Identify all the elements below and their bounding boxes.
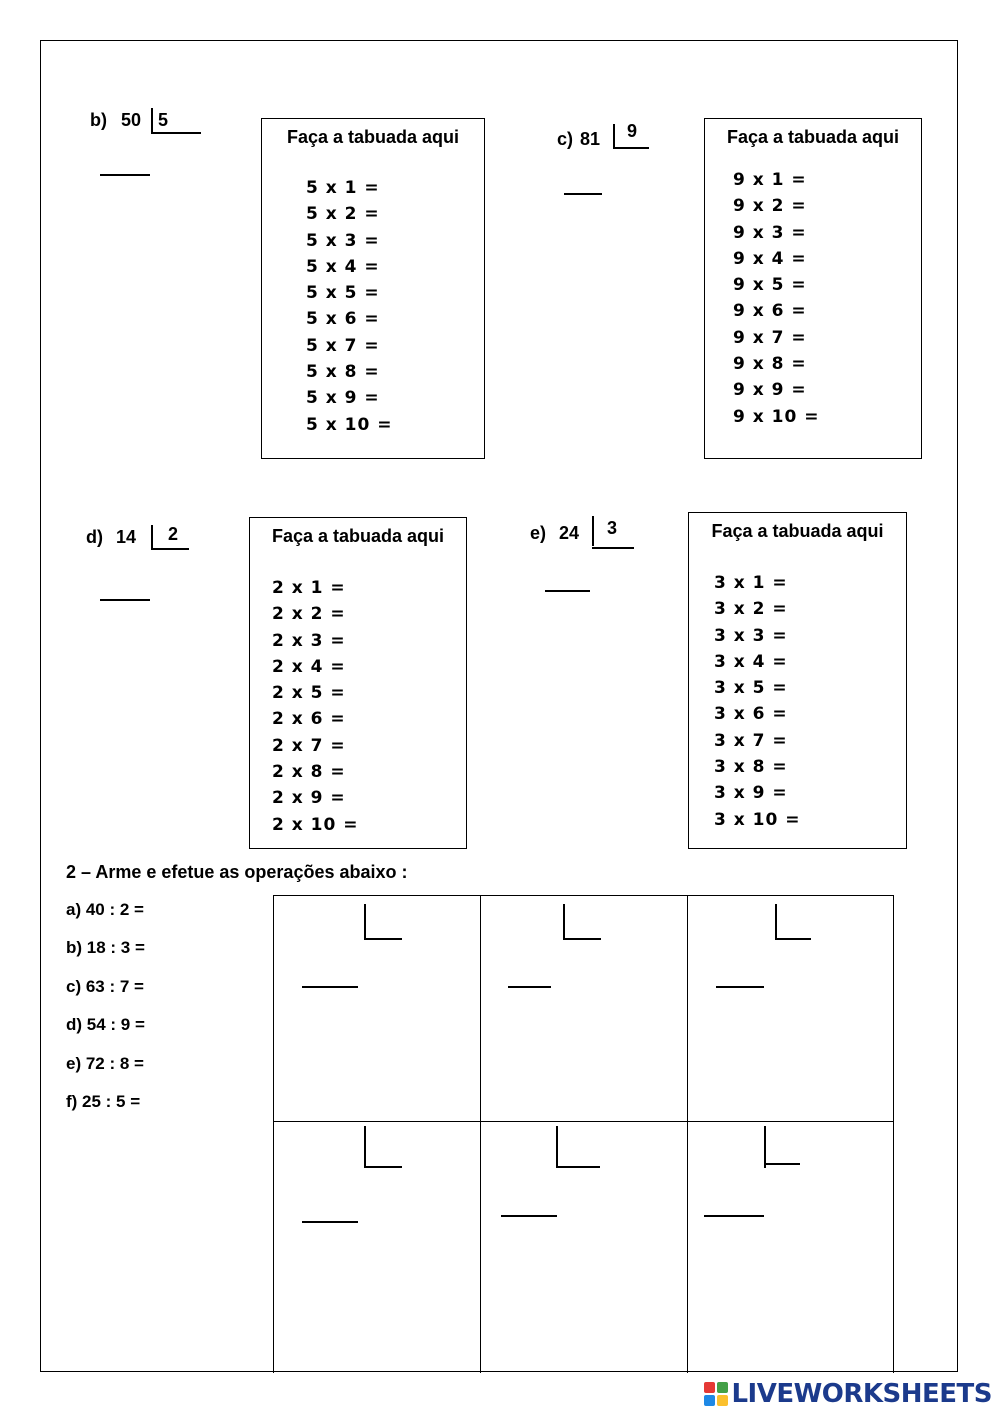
problem-d-label: d) bbox=[86, 527, 103, 547]
division-bracket-horizontal bbox=[592, 547, 634, 549]
times-table-row: 9 x 9 = bbox=[733, 380, 807, 401]
workspace-cell[interactable] bbox=[687, 1121, 894, 1373]
answer-line[interactable] bbox=[100, 174, 150, 176]
answer-line[interactable] bbox=[545, 590, 590, 592]
problem-c-divisor: 9 bbox=[627, 121, 638, 141]
liveworksheets-logo-icon bbox=[704, 1382, 728, 1406]
times-table-row: 9 x 10 = bbox=[733, 406, 820, 427]
times-table-row: 2 x 5 = bbox=[272, 683, 346, 704]
times-table-row: 9 x 5 = bbox=[733, 275, 807, 296]
times-table-row: 3 x 3 = bbox=[714, 625, 788, 646]
problem-e-dividend: 24 bbox=[559, 523, 580, 543]
times-table-row: 5 x 1 = bbox=[306, 178, 380, 198]
operation-item: a) 40 : 2 = bbox=[66, 900, 144, 919]
times-table-row: 2 x 7 = bbox=[272, 735, 346, 756]
problem-d-dividend: 14 bbox=[116, 527, 137, 547]
times-table-row: 2 x 4 = bbox=[272, 656, 346, 677]
workspace-cell[interactable] bbox=[480, 895, 688, 1122]
times-table-row: 3 x 4 = bbox=[714, 651, 788, 672]
times-table-row: 2 x 6 = bbox=[272, 709, 346, 730]
liveworksheets-wordmark: LIVEWORKSHEETS bbox=[731, 1379, 992, 1409]
operation-item: c) 63 : 7 = bbox=[66, 976, 144, 996]
division-bracket-vertical bbox=[151, 108, 153, 132]
operation-item: d) 54 : 9 = bbox=[66, 1015, 145, 1035]
times-table-row: 9 x 3 = bbox=[733, 222, 807, 243]
division-bracket-horizontal bbox=[613, 147, 649, 149]
times-table-row: 5 x 8 = bbox=[306, 362, 380, 383]
times-table-row: 3 x 1 = bbox=[714, 573, 788, 593]
division-bracket-vertical bbox=[613, 124, 615, 148]
times-table-row: 5 x 5 = bbox=[306, 283, 380, 304]
times-table-row: 3 x 7 = bbox=[714, 730, 788, 751]
times-table-row: 3 x 6 = bbox=[714, 704, 788, 725]
times-table-box-3 bbox=[688, 512, 907, 849]
times-table-row: 2 x 3 = bbox=[272, 630, 346, 651]
problem-e-label: e) bbox=[530, 523, 547, 543]
times-table-row: 3 x 8 = bbox=[714, 757, 788, 778]
times-table-row: 5 x 7 = bbox=[306, 335, 380, 356]
times-table-title: Faça a tabuada aqui bbox=[711, 521, 884, 541]
times-table-row: 9 x 4 = bbox=[733, 248, 807, 269]
liveworksheets-logo bbox=[704, 1379, 992, 1409]
times-table-row: 2 x 10 = bbox=[272, 814, 359, 835]
times-table-row: 5 x 4 = bbox=[306, 256, 380, 277]
workspace-cell[interactable] bbox=[273, 1121, 481, 1373]
times-table-row: 9 x 2 = bbox=[733, 196, 807, 217]
workspace-cell[interactable] bbox=[273, 895, 481, 1122]
division-bracket-horizontal bbox=[151, 548, 189, 550]
times-table-row: 2 x 2 = bbox=[272, 604, 346, 625]
workspace-cell[interactable] bbox=[480, 1121, 688, 1373]
times-table-row: 3 x 9 = bbox=[714, 783, 788, 804]
times-table-row: 3 x 5 = bbox=[714, 678, 788, 699]
division-bracket-vertical bbox=[592, 516, 594, 546]
section-2-heading: 2 – Arme e efetue as operações abaixo : bbox=[66, 862, 408, 882]
times-table-box-2 bbox=[249, 517, 467, 849]
times-table-row: 9 x 6 = bbox=[733, 301, 807, 322]
workspace-cell[interactable] bbox=[687, 895, 894, 1122]
times-table-title: Faça a tabuada aqui bbox=[271, 526, 445, 546]
times-table-row: 3 x 2 = bbox=[714, 599, 788, 620]
problem-b-divisor: 5 bbox=[158, 110, 169, 130]
times-table-row: 2 x 9 = bbox=[272, 788, 346, 809]
times-table-row: 5 x 6 = bbox=[306, 309, 380, 330]
times-table-row: 9 x 8 = bbox=[733, 354, 807, 375]
problem-c-dividend: 81 bbox=[580, 129, 601, 149]
problem-c-label: c) bbox=[557, 129, 574, 149]
answer-line[interactable] bbox=[564, 193, 602, 195]
problem-b-label: b) bbox=[90, 110, 107, 130]
division-bracket-vertical bbox=[151, 525, 153, 549]
times-table-row: 5 x 9 = bbox=[306, 388, 380, 409]
problem-d-divisor: 2 bbox=[168, 524, 179, 544]
times-table-row: 3 x 10 = bbox=[714, 809, 801, 830]
times-table-row: 9 x 1 = bbox=[733, 170, 807, 190]
operation-item: e) 72 : 8 = bbox=[66, 1053, 144, 1073]
times-table-row: 5 x 10 = bbox=[306, 414, 393, 435]
operation-item: b) 18 : 3 = bbox=[66, 938, 145, 958]
times-table-row: 9 x 7 = bbox=[733, 327, 807, 348]
workspace-grid bbox=[273, 895, 894, 1373]
operations-list bbox=[66, 900, 145, 1130]
times-table-title: Faça a tabuada aqui bbox=[726, 127, 900, 147]
times-table-box-9 bbox=[704, 118, 922, 459]
answer-line[interactable] bbox=[100, 599, 150, 601]
operation-item: f) 25 : 5 = bbox=[66, 1091, 141, 1111]
division-bracket-horizontal bbox=[151, 132, 201, 134]
times-table-box-5 bbox=[261, 118, 485, 459]
problem-e-divisor: 3 bbox=[607, 518, 618, 538]
times-table-row: 5 x 3 = bbox=[306, 230, 380, 251]
times-table-row: 2 x 1 = bbox=[272, 578, 346, 598]
times-table-row: 2 x 8 = bbox=[272, 762, 346, 783]
times-table-row: 5 x 2 = bbox=[306, 204, 380, 225]
times-table-title: Faça a tabuada aqui bbox=[286, 127, 460, 147]
problem-b-dividend: 50 bbox=[121, 110, 142, 130]
